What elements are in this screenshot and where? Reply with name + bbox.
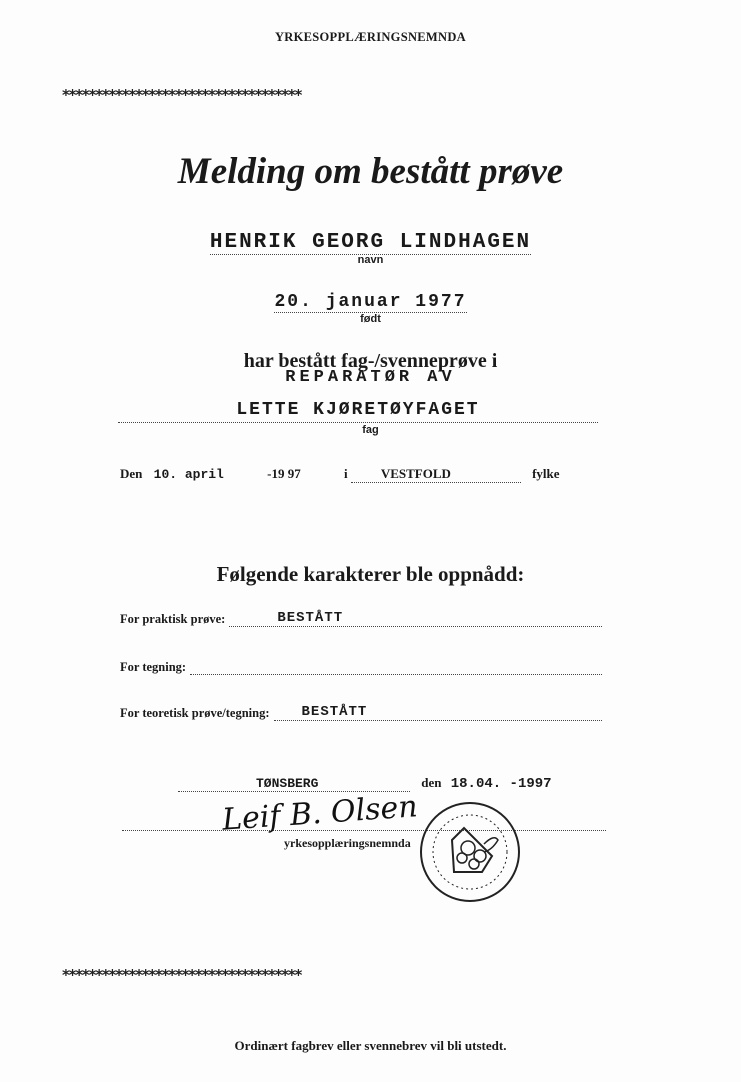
birth-date-value: 20. januar 1977	[274, 292, 467, 312]
candidate-name-value: HENRIK GEORG LINDHAGEN	[209, 231, 532, 254]
grade-label: For praktisk prøve:	[120, 612, 226, 626]
star-divider-bottom: ************************************	[62, 966, 302, 984]
county-field	[351, 466, 521, 483]
birth-label: født	[360, 313, 381, 325]
trade-label: fag	[362, 424, 379, 436]
document-title: Melding om bestått prøve	[177, 151, 564, 192]
exam-year: -19 97	[267, 466, 301, 481]
county-suffix: fylke	[532, 466, 560, 481]
grade-value: BESTÅTT	[301, 704, 368, 720]
grade-row-drawing	[120, 660, 602, 675]
place-field	[178, 775, 410, 792]
signature-line	[122, 830, 606, 831]
trade-line-2-value: LETTE KJØRETØYFAGET	[236, 400, 480, 420]
date-prefix: Den	[120, 466, 143, 481]
grades-heading: Følgende karakterer ble oppnådd:	[216, 562, 525, 586]
trade-line-1: REPARATØR AV	[285, 368, 456, 387]
date-prefix: den	[421, 775, 442, 790]
grade-row-practical	[120, 612, 602, 627]
grade-row-theory	[120, 706, 602, 721]
county-prefix: i	[343, 466, 348, 481]
signature: Leif B. Olsen	[221, 789, 419, 838]
organization-header: YRKESOPPLÆRINGSNEMNDA	[274, 30, 467, 44]
county-value: VESTFOLD	[380, 466, 451, 481]
grade-value: BESTÅTT	[277, 610, 344, 626]
exam-date-county-row	[120, 466, 600, 483]
place-date-row	[178, 775, 552, 792]
signature-date: 18.04. -1997	[450, 776, 552, 792]
grade-label: For teoretisk prøve/tegning:	[120, 706, 270, 720]
grade-label: For tegning:	[120, 660, 187, 674]
signer-title: yrkesopplæringsnemnda	[284, 836, 411, 850]
candidate-name	[0, 228, 741, 254]
name-label: navn	[357, 254, 384, 266]
footer-note: Ordinært fagbrev eller svennebrev vil bli utstedt.	[234, 1038, 507, 1053]
birth-date	[0, 290, 741, 312]
stamp-icon	[418, 800, 522, 904]
place-value: TØNSBERG	[256, 776, 319, 791]
official-stamp	[418, 800, 522, 904]
passed-statement: har bestått fag-/svenneprøve i	[243, 350, 498, 372]
star-divider-top: ************************************	[62, 86, 302, 104]
exam-date: 10. april	[153, 467, 224, 482]
trade-line-2	[118, 400, 598, 423]
